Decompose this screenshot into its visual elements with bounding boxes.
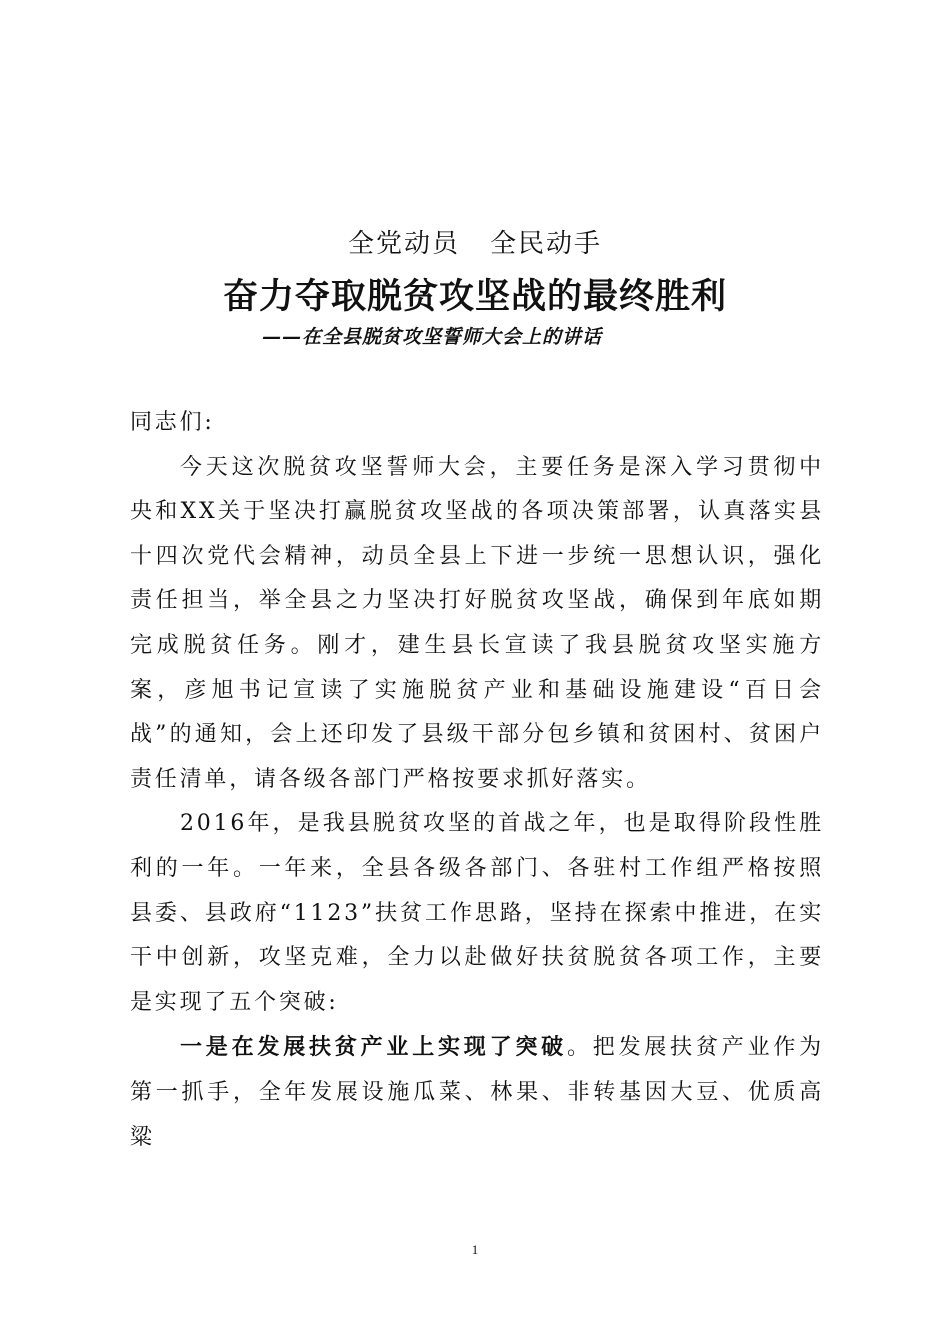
body-text bbox=[130, 401, 824, 1160]
title-line-1-part-1: 全党动员 bbox=[347, 229, 460, 259]
subtitle: ——在全县脱贫攻坚誓师大会上的讲话 bbox=[262, 326, 603, 348]
paragraph-3-lead: 一是在发展扶贫产业上实现了突破 bbox=[180, 1034, 567, 1061]
title-line-1 bbox=[0, 224, 950, 264]
page-number: 1 bbox=[471, 1242, 479, 1257]
salutation: 同志们: bbox=[130, 410, 215, 435]
paragraph-1: 今天这次脱贫攻坚誓师大会，主要任务是深入学习贯彻中央和XX关于坚决打赢脱贫攻坚战的各项决策部署，认真落实县十四次党代会精神，动员全县上下进一步统一思想认识，强化责任担当，举全县之力坚决打好脱贫攻坚战，确保到年底如期完成脱贫任务。刚才，建生县长宣读了我县脱贫攻坚实施方案，彦旭书记宣读了实施脱贫产业和基础设施建设“百日会战”的通知，会上还印发了县级干部分包乡镇和贫困村、贫困户责任清单，请各级各部门严格按要求抓好落实。 bbox=[130, 454, 824, 792]
paragraph-3-rest: 。把发展扶贫产业作为第一抓手，全年发展设施瓜菜、林果、非转基因大豆、优质高粱 bbox=[130, 1035, 824, 1150]
paragraph-3 bbox=[130, 1025, 824, 1160]
title-line-1-part-2: 全民动手 bbox=[490, 229, 603, 259]
main-title: 奋力夺取脱贫攻坚战的最终胜利 bbox=[222, 276, 727, 317]
paragraph-2: 2016年，是我县脱贫攻坚的首战之年，也是取得阶段性胜利的一年。一年来，全县各级各部门、各驻村工作组严格按照县委、县政府“1123”扶贫工作思路，坚持在探索中推进，在实干中创新，攻坚克难，全力以赴做好扶贫脱贫各项工作，主要是实现了五个突破: bbox=[130, 811, 824, 1015]
